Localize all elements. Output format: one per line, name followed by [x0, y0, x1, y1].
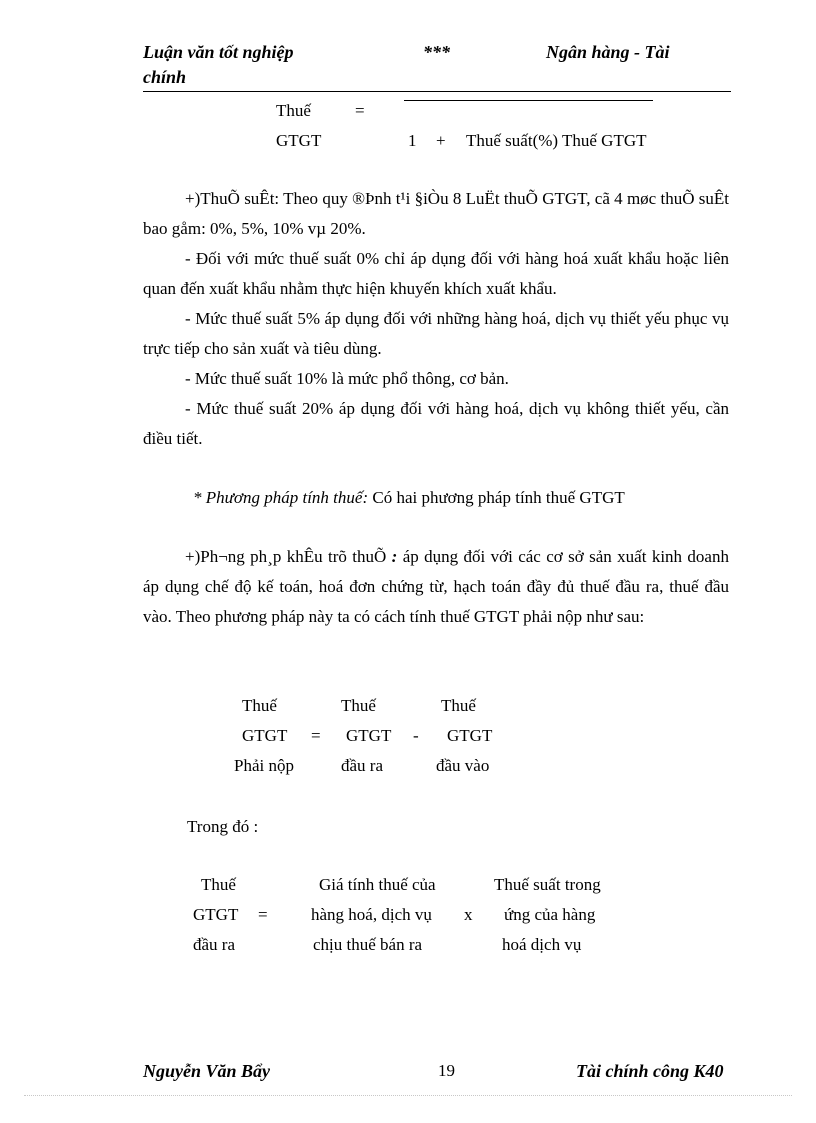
- header-left-line2: chính: [143, 67, 187, 87]
- formula1-fraction-bar: [404, 100, 653, 101]
- formula2-minus: -: [413, 726, 419, 745]
- formula2-col1-line3: Phải nộp: [234, 756, 294, 775]
- formula2-col1-line2: GTGT: [242, 726, 288, 745]
- header-right: Ngân hàng - Tài: [546, 42, 670, 62]
- formula3-col1-line1: Thuế: [201, 875, 236, 894]
- header-center: ***: [423, 42, 450, 62]
- formula1-lhs-line1: Thuế: [276, 101, 311, 120]
- formula3-equals: =: [258, 905, 268, 924]
- header-rule: [143, 91, 731, 92]
- formula3-col3-line2: ứng của hàng: [504, 905, 596, 924]
- rate-0-paragraph: - Đối với mức thuế suất 0% chỉ áp dụng đối với hàng hoá xuất khẩu hoặc liên quan đến xuất khẩu nhằm thực hiện khuyến khích xuất khẩu.: [143, 249, 729, 298]
- formula2-equals: =: [311, 726, 321, 745]
- formula1-one: 1: [408, 131, 417, 150]
- methods-title: * Phương pháp tính thuế:: [193, 488, 369, 507]
- formula3-col2-line2: hàng hoá, dịch vụ: [311, 905, 432, 924]
- formula2-col3-line3: đầu vào: [436, 756, 490, 775]
- deduction-section: [143, 542, 729, 632]
- page-bottom-edge: [24, 1095, 792, 1096]
- formula2-col3-line1: Thuế: [441, 696, 476, 715]
- formula3-col3-line1: Thuế suất trong: [494, 875, 601, 894]
- formula3-times: x: [464, 905, 473, 924]
- formula2-col2-line2: GTGT: [346, 726, 392, 745]
- formula3-col2-line1: Giá tính thuế của: [319, 875, 436, 894]
- formula3-col1-line2: GTGT: [193, 905, 239, 924]
- formula1-denominator: Thuế suất(%) Thuế GTGT: [466, 131, 647, 150]
- methods-line: [193, 488, 625, 508]
- formula3-col1-line3: đầu ra: [193, 935, 236, 954]
- formula2-col1-line1: Thuế: [242, 696, 277, 715]
- formula3-col3-line3: hoá dịch vụ: [502, 935, 582, 954]
- footer-course: Tài chính công K40: [576, 1061, 724, 1081]
- formula2-col2-line3: đầu ra: [341, 756, 384, 775]
- methods-text: Có hai phương pháp tính thuế GTGT: [368, 488, 625, 507]
- formula1-equals: =: [355, 101, 365, 120]
- formula2-col2-line1: Thuế: [341, 696, 376, 715]
- formula2-col3-line2: GTGT: [447, 726, 493, 745]
- rate-10-paragraph: - Mức thuế suất 10% là mức phổ thông, cơ bản.: [185, 369, 509, 388]
- rates-intro-paragraph: +)ThuÕ suÊt: Theo quy ®Þnh t¹i §iÒu 8 LuËt thuÕ GTGT, cã 4 møc thuÕ suÊt bao gåm: 0%, 5%, 10% vµ 20%.: [143, 189, 729, 238]
- trong-do-label: Trong đó :: [187, 817, 259, 836]
- deduction-title: +)Ph¬ng ph¸p khÊu trõ thuÕ: [185, 547, 387, 566]
- formula1-lhs-line2: GTGT: [276, 131, 322, 150]
- rate-20-paragraph: - Mức thuế suất 20% áp dụng đối với hàng hoá, dịch vụ không thiết yếu, cần điều tiết.: [143, 399, 729, 448]
- deduction-text: áp dụng đối với các cơ sở sản xuất kinh doanh áp dụng chế độ kế toán, hoá đơn chứng từ, hạch toán đầy đủ thuế đầu ra, thuế đầu vào. Theo phương pháp này ta có cách tính thuế GTGT phải nộp như sau:: [143, 547, 729, 626]
- deduction-paragraph: [143, 542, 729, 632]
- footer-author: Nguyễn Văn Bẩy: [143, 1061, 271, 1081]
- formula1-plus: +: [436, 131, 446, 150]
- formula3-col2-line3: chịu thuế bán ra: [313, 935, 423, 954]
- deduction-colon: :: [386, 547, 398, 566]
- header-left-line1: Luận văn tốt nghiệp: [143, 42, 294, 62]
- tax-rates-section: [143, 184, 729, 454]
- rate-5-paragraph: - Mức thuế suất 5% áp dụng đối với những hàng hoá, dịch vụ thiết yếu phục vụ trực tiếp cho sản xuất và tiêu dùng.: [143, 309, 729, 358]
- footer-page-number: 19: [438, 1061, 455, 1080]
